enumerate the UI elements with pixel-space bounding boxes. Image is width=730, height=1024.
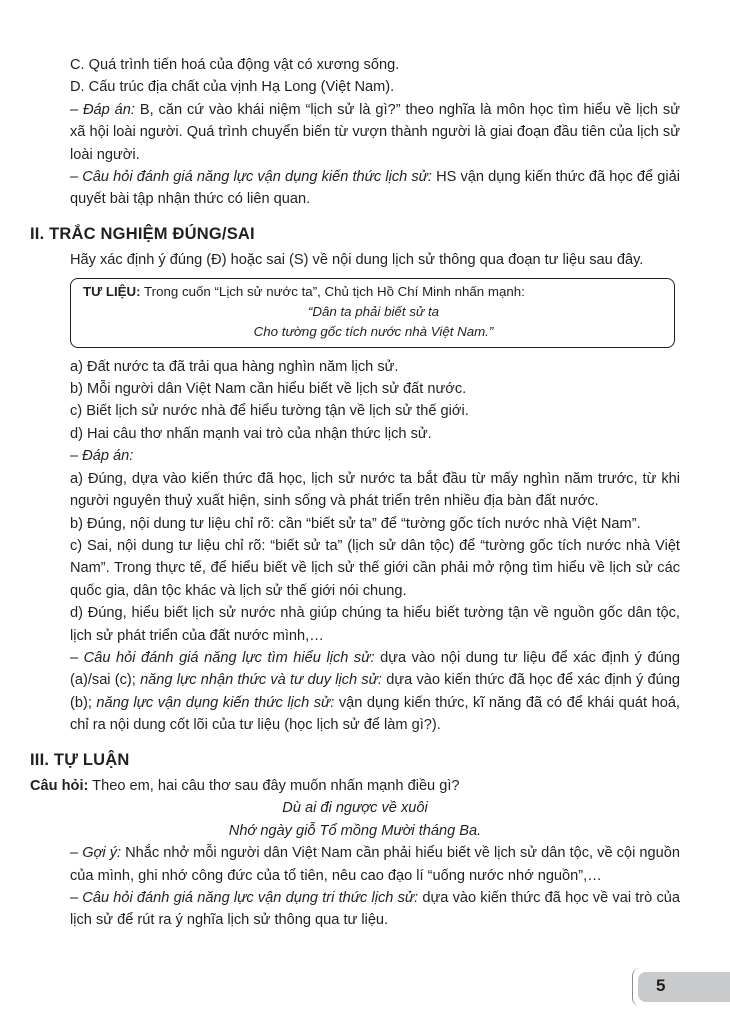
source-quote-box: [70, 278, 675, 348]
assessment-text-3: dựa vào kiến thức đã học về vai trò của lịch sử để rút ra ý nghĩa lịch sử thông qua tư liệu.: [70, 890, 680, 929]
question-text: Theo em, hai câu thơ sau đây muốn nhấn mạnh điều gì?: [88, 777, 460, 794]
assessment-label: – Câu hỏi đánh giá năng lực vận dụng kiến thức lịch sử:: [70, 169, 432, 186]
answer-d: d) Đúng, hiểu biết lịch sử nước nhà giúp chúng ta hiểu biết tường tận về nguồn gốc dân tộc, lịch sử phát triển của đất nước mình,…: [70, 605, 680, 644]
quote-label: TƯ LIỆU:: [83, 283, 141, 299]
assessment-text-2a: dựa vào nội dung tư liệu để xác định ý đúng (a)/sai (c);: [70, 649, 680, 689]
assessment-label-2a: – Câu hỏi đánh giá năng lực tìm hiểu lịch sử:: [70, 649, 375, 666]
assessment-paragraph: [30, 166, 680, 211]
page-number-tab: [638, 972, 730, 1002]
page-number: 5: [656, 976, 666, 995]
assessment-paragraph-3: [30, 887, 680, 932]
poem-line-2: Nhớ ngày giỗ Tổ mồng Mười tháng Ba.: [228, 822, 482, 839]
answer-label: – Đáp án:: [70, 101, 135, 118]
assessment-text: HS vận dụng kiến thức đã học để giải quyết bài tập nhận thức có liên quan.: [70, 169, 680, 208]
answer-b: b) Đúng, nội dung tư liệu chỉ rõ: cần “biết sử ta” để “tường gốc tích nước nhà Việt Nam”.: [70, 515, 641, 532]
option-d: D. Cấu trúc địa chất của vịnh Hạ Long (Việt Nam).: [70, 79, 395, 96]
statement-a: a) Đất nước ta đã trải qua hàng nghìn năm lịch sử.: [70, 358, 399, 375]
answer-text: B, căn cứ vào khái niệm “lịch sử là gì?” theo nghĩa là môn học tìm hiểu về lịch sử xã hội loài người. Quá trình chuyển biến từ vượn thành người là giai đoạn đầu tiên của lịch sử loài người.: [70, 101, 680, 163]
option-c: C. Quá trình tiến hoá của động vật có xương sống.: [70, 57, 400, 73]
statement-c: c) Biết lịch sử nước nhà để hiểu tường tận về lịch sử thế giới.: [70, 403, 469, 420]
assessment-text-2b: dựa vào kiến thức đã học để xác định ý đúng (b);: [70, 672, 681, 711]
section-heading-true-false: II. TRẮC NGHIỆM ĐÚNG/SAI: [30, 224, 255, 243]
answer-paragraph: [30, 99, 680, 166]
hint-paragraph: [30, 842, 680, 887]
hint-label: – Gợi ý:: [70, 845, 122, 862]
quote-line-1: “Dân ta phải biết sử ta: [307, 303, 440, 319]
quote-intro: Trong cuốn “Lịch sử nước ta”, Chủ tịch Hồ Chí Minh nhấn mạnh:: [140, 283, 525, 299]
section-heading-essay: III. TỰ LUẬN: [30, 750, 130, 769]
question-paragraph: [30, 775, 680, 797]
content-column: [30, 54, 680, 932]
quote-line-2: Cho tường gốc tích nước nhà Việt Nam.”: [253, 323, 494, 339]
question-label: Câu hỏi:: [30, 777, 89, 794]
instruction: Hãy xác định ý đúng (Đ) hoặc sai (S) về nội dung lịch sử thông qua đoạn tư liệu sau đây.: [70, 252, 644, 269]
answer-c: c) Sai, nội dung tư liệu chỉ rõ: “biết sử ta” (lịch sử dân tộc) để “tường gốc tích nước nhà Việt Nam”. Trong thực tế, để hiểu biết về lịch sử thế giới cần phải mở rộng tìm hiểu về lịch sử các quốc gia, dân tộc khác và lịch sử thế giới nói chung.: [70, 537, 680, 599]
assessment-label-2c: năng lực vận dụng kiến thức lịch sử:: [96, 694, 335, 711]
answer-label-2: – Đáp án:: [70, 448, 134, 465]
statement-b: b) Mỗi người dân Việt Nam cần hiểu biết về lịch sử đất nước.: [70, 381, 467, 398]
hint-text: Nhắc nhở mỗi người dân Việt Nam cần phải hiểu biết về lịch sử dân tộc, về cội nguồn của mình, ghi nhớ công đức của tổ tiên, nêu cao đạo lí “uống nước nhớ nguồn”,…: [70, 845, 680, 884]
quote-intro-line: [83, 282, 664, 302]
poem-line-1: Dù ai đi ngược về xuôi: [282, 800, 428, 817]
statement-d: d) Hai câu thơ nhấn mạnh vai trò của nhận thức lịch sử.: [70, 425, 432, 442]
assessment-label-3: – Câu hỏi đánh giá năng lực vận dụng tri thức lịch sử:: [70, 890, 419, 906]
answer-a: a) Đúng, dựa vào kiến thức đã học, lịch sử nước ta bắt đầu từ mấy nghìn năm trước, từ khi người nguyên thuỷ xuất hiện, sinh sống và phát triển trên nhiều địa bàn đất nước.: [70, 470, 680, 510]
assessment-label-2b: năng lực nhận thức và tư duy lịch sử:: [140, 672, 382, 689]
assessment-text-2c: vận dụng kiến thức, kĩ năng đã có để khái quát hoá, chỉ ra nội dung cốt lõi của tư liệu (học lịch sử để làm gì?).: [70, 694, 680, 734]
assessment-paragraph-2: [30, 647, 680, 737]
